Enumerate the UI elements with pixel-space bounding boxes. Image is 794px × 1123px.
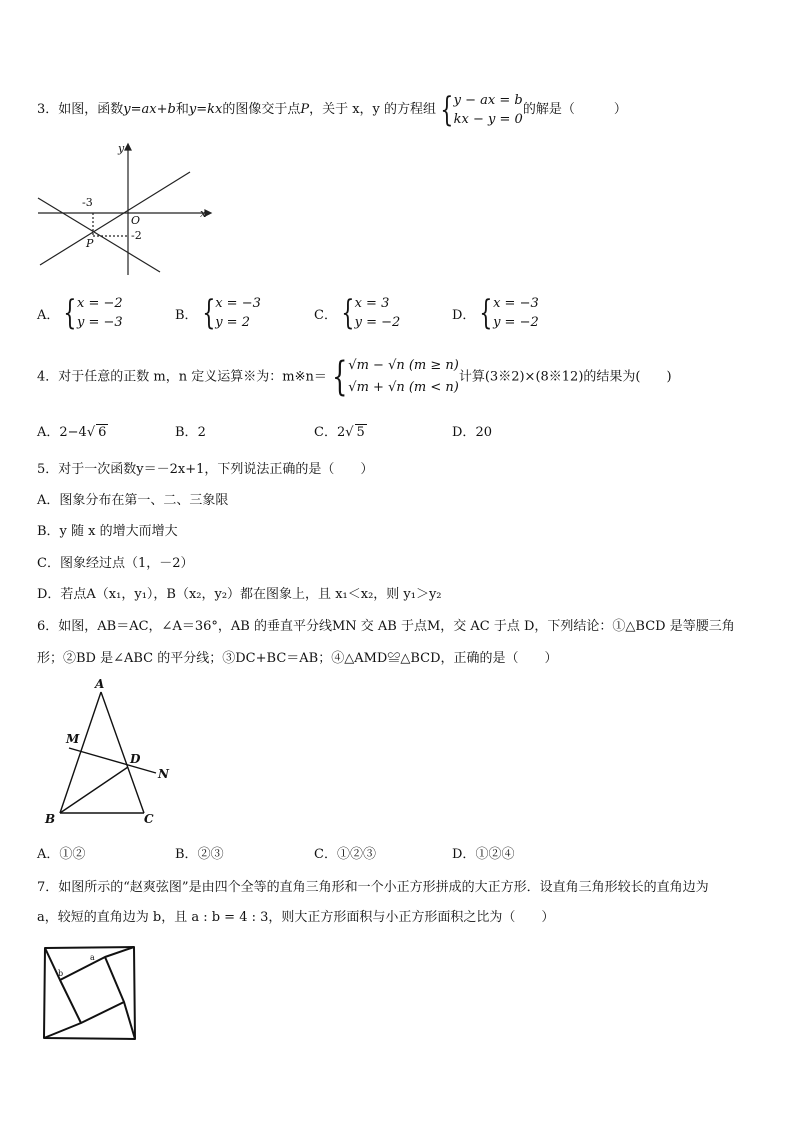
q6-stem-line1: 6．如图，AB＝AC，∠A＝36°，AB 的垂直平分线MN 交 AB 于点M，交 AC 于点 D，下列结论：①△BCD 是等腰三角 — [37, 619, 735, 634]
q7-stem-line2: a，较短的直角边为 b，且 a : b = 4 : 3，则大正方形面积与小正方形面积之比为（ ） — [37, 910, 555, 925]
q4-option-b[interactable]: B．2 — [175, 425, 206, 440]
point-p-label: P — [86, 237, 94, 250]
origin-label: O — [131, 214, 141, 227]
x-tick-label: -3 — [82, 196, 93, 209]
q3-stem: 3．如图，函数y=ax+b和y=kx的图像交于点P，关于 x，y 的方程组 { y − ax = b kx − y = 0 的解是（ ） — [37, 89, 627, 130]
q5-option-d[interactable]: D．若点A（x₁，y₁），B（x₂，y₂）都在图象上，且 x₁＜x₂，则 y₁＞y₂ — [37, 587, 442, 602]
q3-option-d[interactable]: D． { x = −3 y = −2 — [452, 293, 539, 333]
segment-bd — [60, 767, 128, 813]
line-mn — [69, 748, 156, 773]
y-label: y — [118, 142, 125, 155]
equation-system: y − ax = b kx − y = 0 — [453, 92, 523, 127]
q6-stem-line2: 形；②BD 是∠ABC 的平分线；③DC+BC＝AB；④△AMD≌△BCD，正确的是（ ） — [37, 651, 558, 666]
q7-zhaoshuang-figure — [38, 940, 143, 1045]
q6-triangle-figure — [40, 675, 180, 830]
hypotenuse-line-2 — [105, 947, 134, 957]
vertex-c-label: C — [144, 812, 154, 826]
q3-number: 3． — [37, 102, 59, 117]
q6-option-d[interactable]: D．①②④ — [452, 847, 515, 862]
vertex-a-label: A — [95, 677, 105, 691]
q6-option-a[interactable]: A．①② — [37, 847, 86, 862]
line-y-ax-b — [40, 172, 190, 265]
q4-stem: 4．对于任意的正数 m，n 定义运算※为：m※n＝ { √m − √n (m ≥ n) √m + √n (m < n) 计算(3※2)×(8※12)的结果为( ) — [37, 354, 672, 400]
q4-option-d[interactable]: D．20 — [452, 425, 492, 440]
q6-option-b[interactable]: B．②③ — [175, 847, 224, 862]
q3-option-b[interactable]: B． { x = −3 y = 2 — [175, 293, 261, 333]
q5-option-b[interactable]: B．y 随 x 的增大而增大 — [37, 524, 178, 539]
q4-option-c[interactable]: C．2√ 5 — [314, 425, 365, 440]
q3-option-a[interactable]: A． { x = −2 y = −3 — [37, 293, 123, 333]
q3-graph — [30, 140, 220, 280]
q4-number: 4． — [37, 369, 59, 385]
q3-option-c[interactable]: C． { x = 3 y = −2 — [314, 293, 401, 333]
side-ab — [60, 692, 101, 813]
q5-option-a[interactable]: A．图象分布在第一、二、三象限 — [37, 493, 229, 508]
vertex-b-label: B — [45, 812, 56, 826]
q4-option-a[interactable]: A．2−4√ 6 — [37, 425, 107, 440]
side-a-label: a — [90, 953, 95, 962]
point-n-label: N — [158, 767, 169, 781]
side-b-label: b — [58, 969, 64, 978]
inner-tilted-square — [60, 957, 124, 1023]
q6-option-c[interactable]: C．①②③ — [314, 847, 376, 862]
q5-stem: 5．对于一次函数y＝－2x+1，下列说法正确的是（ ） — [37, 462, 374, 477]
hypotenuse-line-4 — [44, 1023, 81, 1038]
y-tick-label: -2 — [131, 229, 142, 242]
piecewise-definition: √m − √n (m ≥ n) √m + √n (m < n) — [348, 358, 459, 395]
x-label: x — [200, 207, 207, 220]
q7-stem-line1: 7．如图所示的“赵爽弦图”是由四个全等的直角三角形和一个小正方形拼成的大正方形．设直角三角形较长的直角边为 — [37, 880, 709, 895]
point-m-label: M — [66, 732, 80, 746]
q5-option-c[interactable]: C．图象经过点（1，－2） — [37, 556, 194, 571]
system-brace: { — [440, 89, 454, 130]
y-arrow-icon — [125, 144, 131, 150]
point-d-label: D — [130, 752, 141, 766]
hypotenuse-line-3 — [124, 1002, 135, 1039]
